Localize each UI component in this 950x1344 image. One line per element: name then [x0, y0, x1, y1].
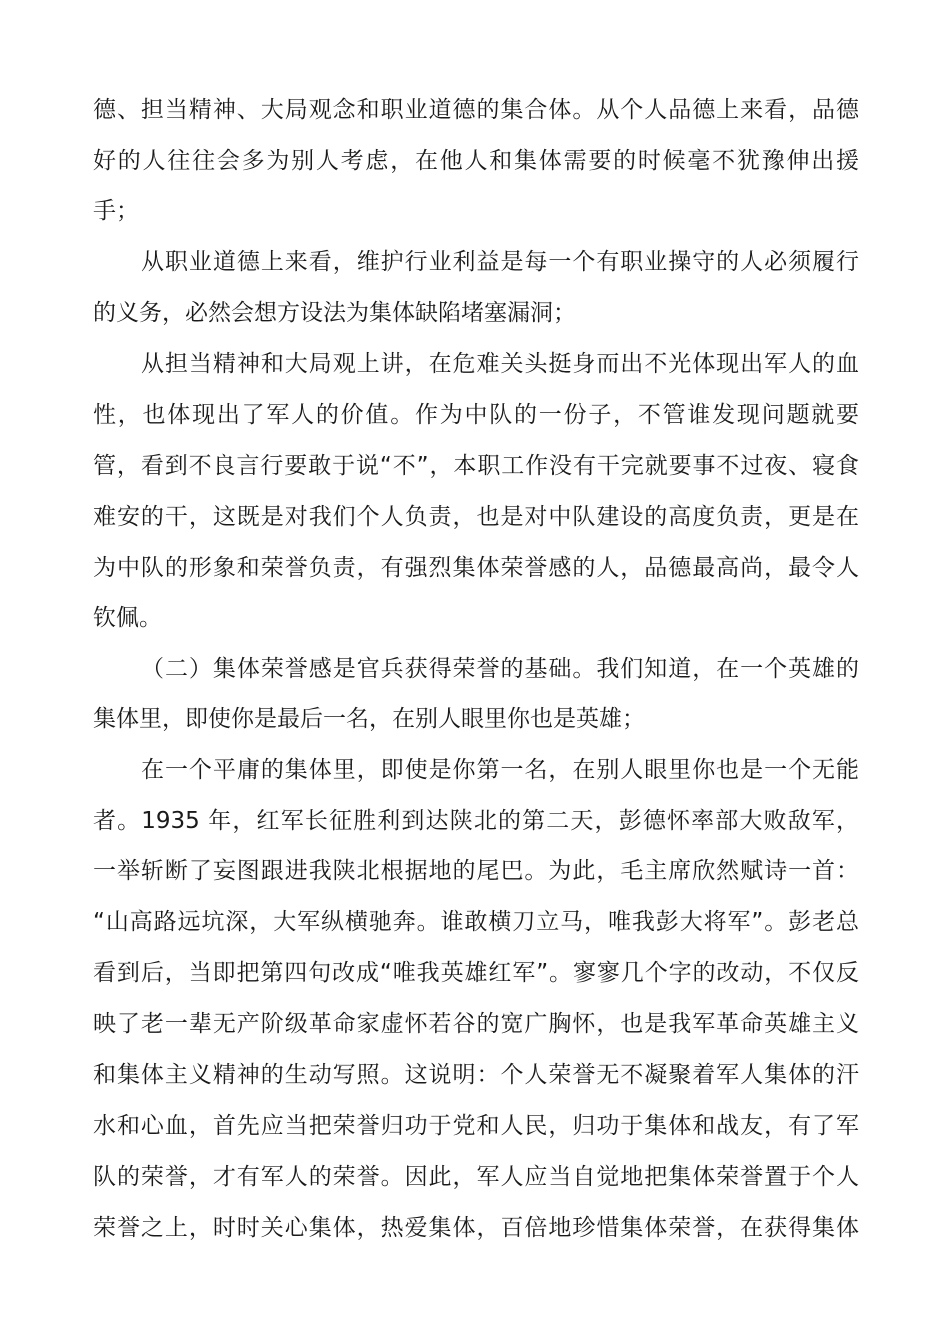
text-line: 看到后，当即把第四句改成“唯我英雄红军”。寥寥几个字的改动，不仅反 [93, 960, 859, 986]
text-line: 从担当精神和大局观上讲，在危难关头挺身而出不光体现出军人的血 [141, 351, 859, 377]
text-line: 集体里，即使你是最后一名，在别人眼里你也是英雄； [93, 706, 645, 732]
text-line: 为中队的形象和荣誉负责，有强烈集体荣誉感的人，品德最高尚，最令人 [93, 555, 859, 581]
text-line: 队的荣誉，才有军人的荣誉。因此，军人应当自觉地把集体荣誉置于个人 [93, 1164, 859, 1190]
text-line: 钦佩。 [93, 605, 162, 631]
text-line: 性，也体现出了军人的价值。作为中队的一份子，不管谁发现问题就要 [93, 402, 859, 428]
text-line: 手； [93, 198, 139, 224]
text-line: 映了老一辈无产阶级革命家虚怀若谷的宽广胸怀，也是我军革命英雄主义 [93, 1011, 859, 1037]
text-line: 者。1935 年，红军长征胜利到达陕北的第二天，彭德怀率部大败敌军， [93, 808, 859, 834]
text-line: 在一个平庸的集体里，即使是你第一名，在别人眼里你也是一个无能 [141, 757, 859, 783]
text-line: 德、担当精神、大局观念和职业道德的集合体。从个人品德上来看，品德 [93, 97, 859, 123]
text-line: 好的人往往会多为别人考虑，在他人和集体需要的时候毫不犹豫伸出援 [93, 148, 859, 174]
text-line: “山高路远坑深，大军纵横驰奔。谁敢横刀立马，唯我彭大将军”。彭老总 [93, 909, 859, 935]
text-line: 从职业道德上来看，维护行业利益是每一个有职业操守的人必须履行 [141, 249, 859, 275]
text-line: 水和心血，首先应当把荣誉归功于党和人民，归功于集体和战友，有了军 [93, 1113, 859, 1139]
text-line: 难安的干，这既是对我们个人负责，也是对中队建设的高度负责，更是在 [93, 504, 859, 530]
text-line: 荣誉之上，时时关心集体，热爱集体，百倍地珍惜集体荣誉，在获得集体 [93, 1215, 859, 1241]
text-line: 和集体主义精神的生动写照。这说明：个人荣誉无不凝聚着军人集体的汗 [93, 1062, 859, 1088]
text-line: （二）集体荣誉感是官兵获得荣誉的基础。我们知道，在一个英雄的 [141, 656, 859, 682]
text-line: 一举斩断了妄图跟进我陕北根据地的尾巴。为此，毛主席欣然赋诗一首： [93, 858, 859, 884]
text-line: 的义务，必然会想方设法为集体缺陷堵塞漏洞； [93, 300, 576, 326]
text-line: 管，看到不良言行要敢于说“不”，本职工作没有干完就要事不过夜、寝食 [93, 453, 859, 479]
